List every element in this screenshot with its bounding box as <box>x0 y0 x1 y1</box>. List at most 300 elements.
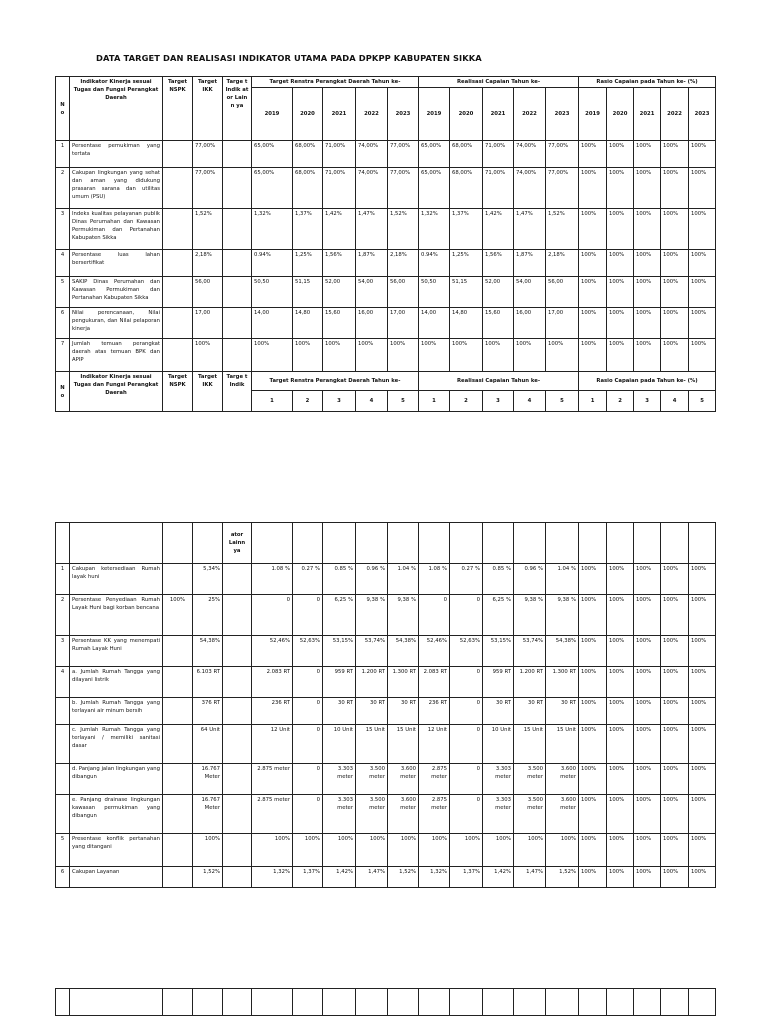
rasio-value: 100% <box>661 141 689 168</box>
renstra-value: 15 Unit <box>388 725 419 764</box>
realisasi-value: 74,00% <box>514 168 546 209</box>
indicator-name: Persentase Penyediaan Rumah Layak Huni bagi korban bencana <box>70 595 163 636</box>
renstra-index-5: 5 <box>388 391 419 412</box>
row-number: 3 <box>56 636 70 667</box>
header-realisasi: Realisasi Capaian Tahun ke- <box>419 372 579 391</box>
empty-cell <box>388 989 419 1016</box>
target-nspk <box>163 564 193 595</box>
rasio-value: 100% <box>634 698 661 725</box>
renstra-value: 56,00 <box>388 277 419 308</box>
realisasi-value: 0 <box>450 725 483 764</box>
renstra-value: 0 <box>293 595 323 636</box>
renstra-value: 2,18% <box>388 250 419 277</box>
rasio-value: 100% <box>689 168 716 209</box>
header-target-ikk: Target IKK <box>193 372 223 412</box>
rasio-value: 100% <box>689 277 716 308</box>
table-row <box>56 308 716 339</box>
realisasi-value: 9,38 % <box>514 595 546 636</box>
target-ikk: 17,00 <box>193 308 223 339</box>
renstra-year-2020: 2020 <box>293 88 323 141</box>
rasio-value: 100% <box>579 595 607 636</box>
rasio-value: 100% <box>661 834 689 867</box>
target-ikk: 376 RT <box>193 698 223 725</box>
realisasi-value: 1,52% <box>546 867 579 888</box>
rasio-value: 100% <box>661 764 689 795</box>
realisasi-value: 52,00 <box>483 277 514 308</box>
renstra-value: 100% <box>323 339 356 372</box>
table-row <box>56 698 716 725</box>
renstra-value: 100% <box>356 339 388 372</box>
realisasi-value: 1,47% <box>514 867 546 888</box>
row-number: 1 <box>56 141 70 168</box>
target-nspk <box>163 141 193 168</box>
realisasi-value: 3.303 meter <box>483 764 514 795</box>
header-blank <box>634 523 661 564</box>
row-number <box>56 698 70 725</box>
realisasi-value: 54,38% <box>546 636 579 667</box>
realisasi-value: 1,87% <box>514 250 546 277</box>
renstra-value: 3.303 meter <box>323 795 356 834</box>
renstra-value: 100% <box>388 339 419 372</box>
realisasi-value: 53,15% <box>483 636 514 667</box>
renstra-value: 71,00% <box>323 141 356 168</box>
header-row <box>56 77 716 88</box>
target-lainnya <box>223 834 252 867</box>
renstra-value: 0 <box>293 725 323 764</box>
header-blank <box>546 523 579 564</box>
table-row <box>56 667 716 698</box>
target-ikk: 77,00% <box>193 141 223 168</box>
row-number: 4 <box>56 250 70 277</box>
realisasi-year-2023: 2023 <box>546 88 579 141</box>
renstra-value: 0.94% <box>252 250 293 277</box>
realisasi-value: 100% <box>483 834 514 867</box>
table-row <box>56 867 716 888</box>
target-nspk <box>163 667 193 698</box>
realisasi-value: 52,46% <box>419 636 450 667</box>
row-number: 6 <box>56 308 70 339</box>
rasio-value: 100% <box>689 725 716 764</box>
realisasi-value: 100% <box>419 339 450 372</box>
realisasi-value: 56,00 <box>546 277 579 308</box>
rasio-value: 100% <box>634 595 661 636</box>
header-realisasi: Realisasi Capaian Tahun ke- <box>419 77 579 88</box>
row-number: 2 <box>56 595 70 636</box>
renstra-value: 1.08 % <box>252 564 293 595</box>
realisasi-value: 1,42% <box>483 209 514 250</box>
realisasi-value: 100% <box>483 339 514 372</box>
rasio-value: 100% <box>607 636 634 667</box>
rasio-year-2023: 2023 <box>689 88 716 141</box>
header-blank <box>689 523 716 564</box>
rasio-value: 100% <box>579 725 607 764</box>
rasio-value: 100% <box>607 834 634 867</box>
renstra-index-2: 2 <box>293 391 323 412</box>
realisasi-value: 68,00% <box>450 141 483 168</box>
header-blank <box>579 523 607 564</box>
realisasi-year-2019: 2019 <box>419 88 450 141</box>
renstra-value: 53,15% <box>323 636 356 667</box>
indicator-table-page-1 <box>55 76 716 412</box>
renstra-value: 100% <box>356 834 388 867</box>
renstra-year-2021: 2021 <box>323 88 356 141</box>
header-blank <box>293 523 323 564</box>
row-number: 4 <box>56 667 70 698</box>
target-nspk <box>163 834 193 867</box>
target-lainnya <box>223 867 252 888</box>
rasio-value: 100% <box>579 795 607 834</box>
realisasi-value: 1.200 RT <box>514 667 546 698</box>
renstra-value: 100% <box>252 339 293 372</box>
empty-cell <box>579 989 607 1016</box>
target-nspk <box>163 867 193 888</box>
indicator-name: Indeks kualitas pelayanan publik Dinas Perumahan dan Kawasan Permukiman dan Pertanahan Kabupaten Sikka <box>70 209 163 250</box>
renstra-value: 15 Unit <box>356 725 388 764</box>
renstra-value: 0.27 % <box>293 564 323 595</box>
indicator-table-page-2 <box>55 522 716 888</box>
realisasi-value: 100% <box>450 339 483 372</box>
renstra-value: 52,63% <box>293 636 323 667</box>
realisasi-value: 236 RT <box>419 698 450 725</box>
realisasi-value: 0 <box>450 795 483 834</box>
realisasi-value: 0 <box>419 595 450 636</box>
target-lainnya <box>223 795 252 834</box>
rasio-value: 100% <box>607 141 634 168</box>
rasio-value: 100% <box>579 636 607 667</box>
rasio-value: 100% <box>634 250 661 277</box>
row-number <box>56 764 70 795</box>
realisasi-value: 71,00% <box>483 141 514 168</box>
realisasi-value: 100% <box>514 339 546 372</box>
renstra-value: 1,32% <box>252 209 293 250</box>
realisasi-value: 16,00 <box>514 308 546 339</box>
header-no: N o <box>56 77 70 141</box>
renstra-value: 77,00% <box>388 168 419 209</box>
empty-cell <box>607 989 634 1016</box>
renstra-value: 3.500 meter <box>356 795 388 834</box>
rasio-value: 100% <box>634 339 661 372</box>
row-number: 2 <box>56 168 70 209</box>
rasio-value: 100% <box>634 636 661 667</box>
indicator-name: Nilai perencanaan, Nilai pengukuran, dan Nilai pelaporan kinerja <box>70 308 163 339</box>
rasio-value: 100% <box>634 795 661 834</box>
renstra-value: 100% <box>323 834 356 867</box>
indicator-name: a. Jumlah Rumah Tangga yang dilayani listrik <box>70 667 163 698</box>
empty-cell <box>56 989 70 1016</box>
rasio-value: 100% <box>661 636 689 667</box>
renstra-value: 1,47% <box>356 867 388 888</box>
realisasi-index-1: 1 <box>419 391 450 412</box>
renstra-value: 30 RT <box>388 698 419 725</box>
realisasi-value: 3.600 meter <box>546 795 579 834</box>
header-blank <box>56 523 70 564</box>
realisasi-value: 14,00 <box>419 308 450 339</box>
realisasi-value: 74,00% <box>514 141 546 168</box>
renstra-value: 1,37% <box>293 867 323 888</box>
realisasi-value: 1,37% <box>450 209 483 250</box>
target-lainnya <box>223 308 252 339</box>
row-number <box>56 795 70 834</box>
indicator-name: d. Panjang jalan lingkungan yang dibangun <box>70 764 163 795</box>
rasio-value: 100% <box>661 339 689 372</box>
target-nspk <box>163 339 193 372</box>
rasio-value: 100% <box>607 168 634 209</box>
rasio-value: 100% <box>661 308 689 339</box>
empty-cell <box>419 989 450 1016</box>
header-target-nspk: Target NSPK <box>163 372 193 412</box>
header-renstra: Target Renstra Perangkat Daerah Tahun ke- <box>252 372 419 391</box>
rasio-value: 100% <box>661 667 689 698</box>
renstra-value: 74,00% <box>356 141 388 168</box>
renstra-value: 50,50 <box>252 277 293 308</box>
realisasi-value: 51,15 <box>450 277 483 308</box>
document-title: DATA TARGET DAN REALISASI INDIKATOR UTAMA PADA DPKPP KABUPATEN SIKKA <box>96 53 482 63</box>
renstra-value: 16,00 <box>356 308 388 339</box>
table-row <box>56 595 716 636</box>
indicator-name: Cakupan lingkungan yang sehat dan aman yang didukung prasaran sarana dan utilitas umum (PSU) <box>70 168 163 209</box>
rasio-value: 100% <box>607 725 634 764</box>
rasio-index-3: 3 <box>634 391 661 412</box>
realisasi-value: 77,00% <box>546 168 579 209</box>
realisasi-year-2022: 2022 <box>514 88 546 141</box>
continued-header-row <box>56 523 716 564</box>
header-blank <box>419 523 450 564</box>
realisasi-value: 9,38 % <box>546 595 579 636</box>
target-lainnya <box>223 141 252 168</box>
target-nspk <box>163 168 193 209</box>
realisasi-value: 2,18% <box>546 250 579 277</box>
rasio-value: 100% <box>579 277 607 308</box>
header-blank <box>483 523 514 564</box>
target-lainnya <box>223 595 252 636</box>
rasio-value: 100% <box>689 595 716 636</box>
header-blank <box>450 523 483 564</box>
table-row <box>56 636 716 667</box>
realisasi-value: 30 RT <box>546 698 579 725</box>
rasio-value: 100% <box>689 795 716 834</box>
realisasi-value: 0 <box>450 764 483 795</box>
rasio-index-4: 4 <box>661 391 689 412</box>
empty-cell <box>450 989 483 1016</box>
renstra-value: 1,47% <box>356 209 388 250</box>
indicator-name: Jumlah temuan perangkat daerah atas temuan BPK dan APIP <box>70 339 163 372</box>
target-ikk: 1,52% <box>193 867 223 888</box>
realisasi-value: 100% <box>546 834 579 867</box>
rasio-value: 100% <box>634 867 661 888</box>
rasio-value: 100% <box>689 564 716 595</box>
target-nspk: 100% <box>163 595 193 636</box>
realisasi-value: 100% <box>546 339 579 372</box>
renstra-value: 65,00% <box>252 141 293 168</box>
renstra-value: 100% <box>252 834 293 867</box>
table-row <box>56 725 716 764</box>
realisasi-value: 2.875 meter <box>419 795 450 834</box>
renstra-value: 1,37% <box>293 209 323 250</box>
target-nspk <box>163 636 193 667</box>
target-ikk: 100% <box>193 834 223 867</box>
target-ikk: 2,18% <box>193 250 223 277</box>
rasio-value: 100% <box>579 667 607 698</box>
renstra-value: 1.04 % <box>388 564 419 595</box>
target-lainnya <box>223 168 252 209</box>
realisasi-value: 1,42% <box>483 867 514 888</box>
renstra-value: 1,32% <box>252 867 293 888</box>
header-blank <box>661 523 689 564</box>
target-nspk <box>163 308 193 339</box>
indicator-name: Cakupan ketersediaan Rumah layak huni <box>70 564 163 595</box>
renstra-value: 0 <box>252 595 293 636</box>
empty-cell <box>634 989 661 1016</box>
empty-row <box>56 989 716 1016</box>
target-ikk: 16.767 Meter <box>193 764 223 795</box>
target-ikk: 100% <box>193 339 223 372</box>
header-rasio: Rasio Capaian pada Tahun ke- (%) <box>579 77 716 88</box>
rasio-value: 100% <box>579 308 607 339</box>
realisasi-value: 1.08 % <box>419 564 450 595</box>
renstra-value: 1,87% <box>356 250 388 277</box>
rasio-value: 100% <box>689 764 716 795</box>
target-nspk <box>163 795 193 834</box>
rasio-index-5: 5 <box>689 391 716 412</box>
realisasi-value: 100% <box>419 834 450 867</box>
realisasi-index-3: 3 <box>483 391 514 412</box>
realisasi-value: 3.600 meter <box>546 764 579 795</box>
realisasi-value: 50,50 <box>419 277 450 308</box>
realisasi-value: 959 RT <box>483 667 514 698</box>
empty-cell <box>252 989 293 1016</box>
renstra-value: 52,46% <box>252 636 293 667</box>
renstra-value: 74,00% <box>356 168 388 209</box>
header-blank <box>356 523 388 564</box>
rasio-value: 100% <box>634 141 661 168</box>
realisasi-value: 2.083 RT <box>419 667 450 698</box>
rasio-year-2021: 2021 <box>634 88 661 141</box>
header-blank <box>514 523 546 564</box>
rasio-value: 100% <box>607 698 634 725</box>
empty-cell <box>163 989 193 1016</box>
rasio-value: 100% <box>661 867 689 888</box>
renstra-value: 30 RT <box>356 698 388 725</box>
rasio-value: 100% <box>689 339 716 372</box>
rasio-value: 100% <box>661 250 689 277</box>
rasio-value: 100% <box>689 141 716 168</box>
row-number <box>56 725 70 764</box>
rasio-value: 100% <box>689 698 716 725</box>
realisasi-value: 53,74% <box>514 636 546 667</box>
realisasi-index-4: 4 <box>514 391 546 412</box>
realisasi-value: 3.500 meter <box>514 795 546 834</box>
renstra-value: 100% <box>293 339 323 372</box>
table-row <box>56 141 716 168</box>
realisasi-value: 1,37% <box>450 867 483 888</box>
rasio-value: 100% <box>689 636 716 667</box>
renstra-value: 100% <box>293 834 323 867</box>
rasio-value: 100% <box>689 308 716 339</box>
renstra-value: 51,15 <box>293 277 323 308</box>
indicator-name: SAKIP Dinas Perumahan dan Kawasan Permukiman dan Pertanahan Kabupaten Sikka <box>70 277 163 308</box>
rasio-value: 100% <box>661 795 689 834</box>
header-renstra: Target Renstra Perangkat Daerah Tahun ke- <box>252 77 419 88</box>
header-target-lainnya-cont: ator Lainn ya <box>223 523 252 564</box>
rasio-value: 100% <box>661 698 689 725</box>
indicator-name: Cakupan Layanan <box>70 867 163 888</box>
renstra-value: 54,00 <box>356 277 388 308</box>
rasio-value: 100% <box>579 834 607 867</box>
indicator-name: e. Panjang drainase lingkungan kawasan permukiman yang dibangun <box>70 795 163 834</box>
target-ikk: 1,52% <box>193 209 223 250</box>
header-target-ikk: Target IKK <box>193 77 223 141</box>
rasio-value: 100% <box>579 141 607 168</box>
renstra-value: 30 RT <box>323 698 356 725</box>
table-row <box>56 277 716 308</box>
rasio-value: 100% <box>579 564 607 595</box>
rasio-value: 100% <box>661 595 689 636</box>
indicator-name: b. Jumlah Rumah Tangga yang terlayani air minum bersih <box>70 698 163 725</box>
rasio-value: 100% <box>689 834 716 867</box>
rasio-value: 100% <box>579 168 607 209</box>
empty-cell <box>193 989 223 1016</box>
renstra-value: 12 Unit <box>252 725 293 764</box>
realisasi-value: 1,32% <box>419 209 450 250</box>
renstra-value: 236 RT <box>252 698 293 725</box>
renstra-value: 0.85 % <box>323 564 356 595</box>
target-lainnya <box>223 764 252 795</box>
row-number: 6 <box>56 867 70 888</box>
renstra-index-1: 1 <box>252 391 293 412</box>
realisasi-value: 1.300 RT <box>546 667 579 698</box>
empty-cell <box>483 989 514 1016</box>
realisasi-value: 0 <box>450 667 483 698</box>
realisasi-value: 1,32% <box>419 867 450 888</box>
target-lainnya <box>223 725 252 764</box>
renstra-value: 959 RT <box>323 667 356 698</box>
realisasi-value: 0.85 % <box>483 564 514 595</box>
table-row <box>56 209 716 250</box>
rasio-index-2: 2 <box>607 391 634 412</box>
realisasi-value: 12 Unit <box>419 725 450 764</box>
renstra-year-2022: 2022 <box>356 88 388 141</box>
rasio-value: 100% <box>634 308 661 339</box>
header-indicator: Indikator Kinerja sesuai Tugas dan Fungsi Perangkat Daerah <box>70 77 163 141</box>
renstra-value: 6,25 % <box>323 595 356 636</box>
table-row <box>56 834 716 867</box>
renstra-value: 10 Unit <box>323 725 356 764</box>
target-ikk: 77,00% <box>193 168 223 209</box>
empty-cell <box>323 989 356 1016</box>
renstra-value: 2.875 meter <box>252 795 293 834</box>
realisasi-value: 3.303 meter <box>483 795 514 834</box>
header-blank <box>388 523 419 564</box>
table-row <box>56 764 716 795</box>
row-number: 5 <box>56 277 70 308</box>
realisasi-value: 1,52% <box>546 209 579 250</box>
renstra-value: 3.600 meter <box>388 795 419 834</box>
renstra-value: 2.875 meter <box>252 764 293 795</box>
renstra-value: 14,80 <box>293 308 323 339</box>
realisasi-value: 65,00% <box>419 168 450 209</box>
rasio-year-2019: 2019 <box>579 88 607 141</box>
empty-cell <box>661 989 689 1016</box>
rasio-value: 100% <box>689 867 716 888</box>
target-ikk: 6.103 RT <box>193 667 223 698</box>
realisasi-value: 6,25 % <box>483 595 514 636</box>
realisasi-index-2: 2 <box>450 391 483 412</box>
renstra-index-3: 3 <box>323 391 356 412</box>
rasio-value: 100% <box>579 339 607 372</box>
realisasi-value: 71,00% <box>483 168 514 209</box>
renstra-value: 9,38 % <box>356 595 388 636</box>
realisasi-value: 15,60 <box>483 308 514 339</box>
